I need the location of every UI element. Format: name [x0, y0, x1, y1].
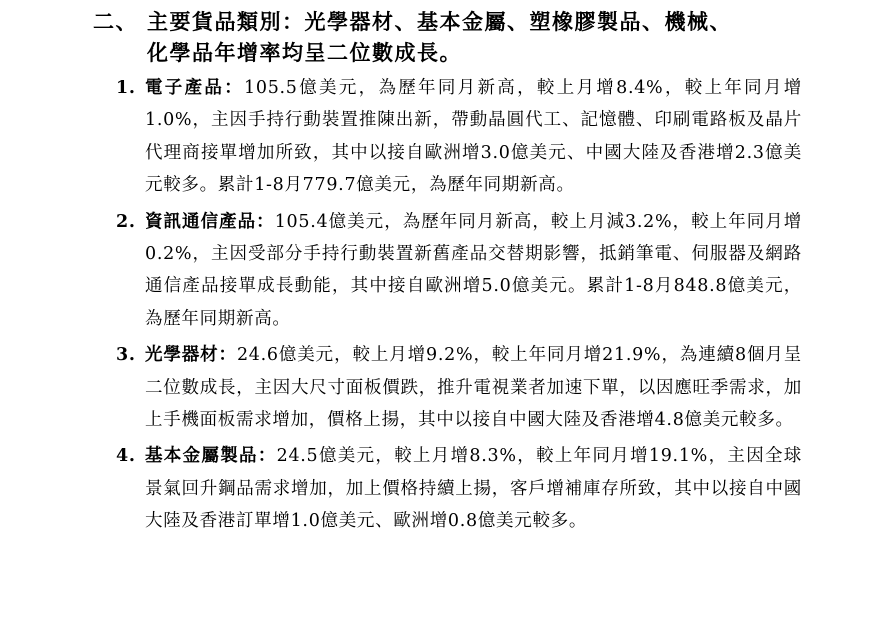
item-index: 4.	[116, 446, 136, 467]
item-title: 光學器材：	[145, 345, 237, 366]
item-list	[112, 72, 802, 538]
section-title-line-1: 主要貨品類別：光學器材、基本金屬、塑橡膠製品、機械、	[147, 9, 732, 34]
item-body: 105.4億美元，為歷年同月新高，較上月減3.2%，較上年同月增0.2%，主因受部分手持行動裝置新舊產品交替期影響，抵銷筆電、伺服器及網路通信產品接單成長動能，其中接自歐洲增5.0億美元。累計1-8月848.8億美元，為歷年同期新高。	[145, 211, 802, 329]
item-index: 1.	[116, 78, 136, 98]
item-title: 資訊通信產品：	[145, 211, 275, 232]
item-title: 基本金屬製品：	[145, 446, 277, 467]
item-index: 3.	[116, 345, 136, 366]
item-title: 電子產品：	[145, 78, 245, 98]
section-title-line-2: 化學品年增率均呈二位數成長。	[147, 40, 462, 65]
item-body: 24.6億美元，較上月增9.2%，較上年同月增21.9%，為連續8個月呈二位數成長，主因大尺寸面板價跌，推升電視業者加速下單，以因應旺季需求，加上手機面板需求增加，價格上揚，其中以接自中國大陸及香港增4.8億美元較多。	[145, 345, 803, 431]
item-body: 105.5億美元，為歷年同月新高，較上月增8.4%，較上年同月增1.0%，主因手持行動裝置推陳出新，帶動晶圓代工、記憶體、印刷電路板及晶片代理商接單增加所致，其中以接自歐洲增3.0億美元、中國大陸及香港增2.3億美元較多。累計1-8月779.7億美元，為歷年同期新高。	[145, 78, 802, 196]
item-index: 2.	[116, 211, 136, 232]
section-number: 二、	[93, 9, 138, 34]
list-item-ict	[112, 206, 802, 336]
list-item-base-metals	[112, 440, 802, 537]
item-body: 24.5億美元，較上月增8.3%，較上年同月增19.1%，主因全球景氣回升鋼品需求增加，加上價格持續上揚，客戶增補庫存所致，其中以接自中國大陸及香港訂單增1.0億美元、歐洲增0.8億美元較多。	[145, 446, 802, 532]
section-heading	[93, 6, 833, 68]
list-item-optical	[112, 339, 802, 436]
list-item-electronics	[112, 72, 802, 202]
